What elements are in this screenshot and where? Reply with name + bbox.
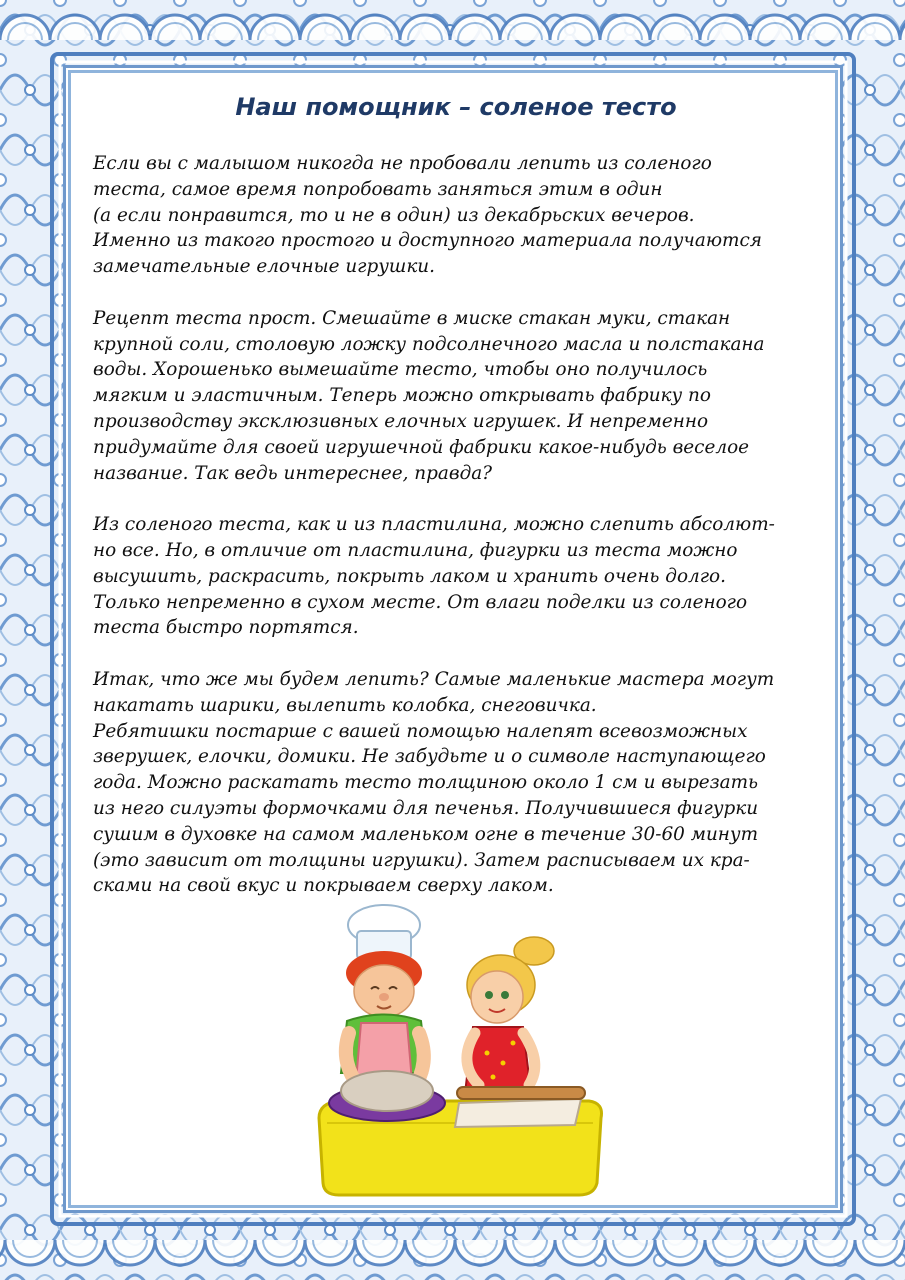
text-line: Если вы с малышом никогда не пробовали лепить из соленого [93,153,712,174]
text-line: Итак, что же мы будем лепить? Самые маленькие мастера могут [93,668,775,690]
boy-figure [341,905,427,1093]
text-line: из него силуэты формочками для печенья. Получившиеся фигурки [93,797,759,819]
text-line: сушим в духовке на самом маленьком огне в течение 30-60 минут [93,823,759,845]
text-line: Рецепт теста прост. Смешайте в миске стакан муки, стакан [93,307,731,329]
text-line: крупной соли, столовую ложку подсолнечного масла и полстакана [93,333,765,355]
content-page [68,70,838,1208]
text-line: Именно из такого простого и доступного материала получаются [93,230,762,252]
text-line: высушить, раскрасить, покрыть лаком и хранить очень долго. [93,565,726,587]
text-line: Из соленого теста, как и из пластилина, можно слепить абсолют- [93,514,775,536]
paragraph-comparison [93,512,843,641]
paragraph-ideas [93,667,843,899]
text-line: зверушек, елочки, домики. Не забудьте и о символе наступающего [93,746,766,768]
text-line: воды. Хорошенько вымешайте тесто, чтобы оно получилось [93,359,708,381]
text-line: придумайте для своей игрушечной фабрики какое-нибудь веселое [93,436,750,458]
text-line: года. Можно раскатать тесто толщиною около 1 см и вырезать [93,772,759,794]
children-kneading-dough-illustration [309,903,609,1203]
text-line: Только непременно в сухом месте. От влаги поделки из соленого [93,591,748,613]
text-line: теста, самое время попробовать заняться этим в один [93,178,663,200]
text-line: Ребятишки постарше с вашей помощью налепят всевозможных [93,720,748,742]
text-line: сками на свой вкус и покрываем сверху лаком. [93,875,554,897]
paragraph-recipe [93,306,843,487]
page-title: Наш помощник – соленое тесто [235,93,677,121]
text-line: замечательные елочные игрушки. [93,256,435,278]
text-line: мягким и эластичным. Теперь можно открывать фабрику по [93,385,711,407]
girl-figure [465,937,554,1093]
text-line: (а если понравится, то и не в один) из декабрьских вечеров. [93,204,695,226]
text-line: теста быстро портятся. [93,617,359,639]
text-line: название. Так ведь интереснее, правда? [93,462,493,484]
text-line: но все. Но, в отличие от пластилина, фигурки из теста можно [93,539,738,561]
article-body [93,151,843,925]
paragraph-intro [93,151,843,280]
text-line: накатать шарики, вылепить колобка, снеговичка. [93,694,597,716]
text-line: (это зависит от толщины игрушки). Затем расписываем их кра- [93,849,750,871]
text-line: производству эксклюзивных елочных игрушек. И непременно [93,410,709,432]
